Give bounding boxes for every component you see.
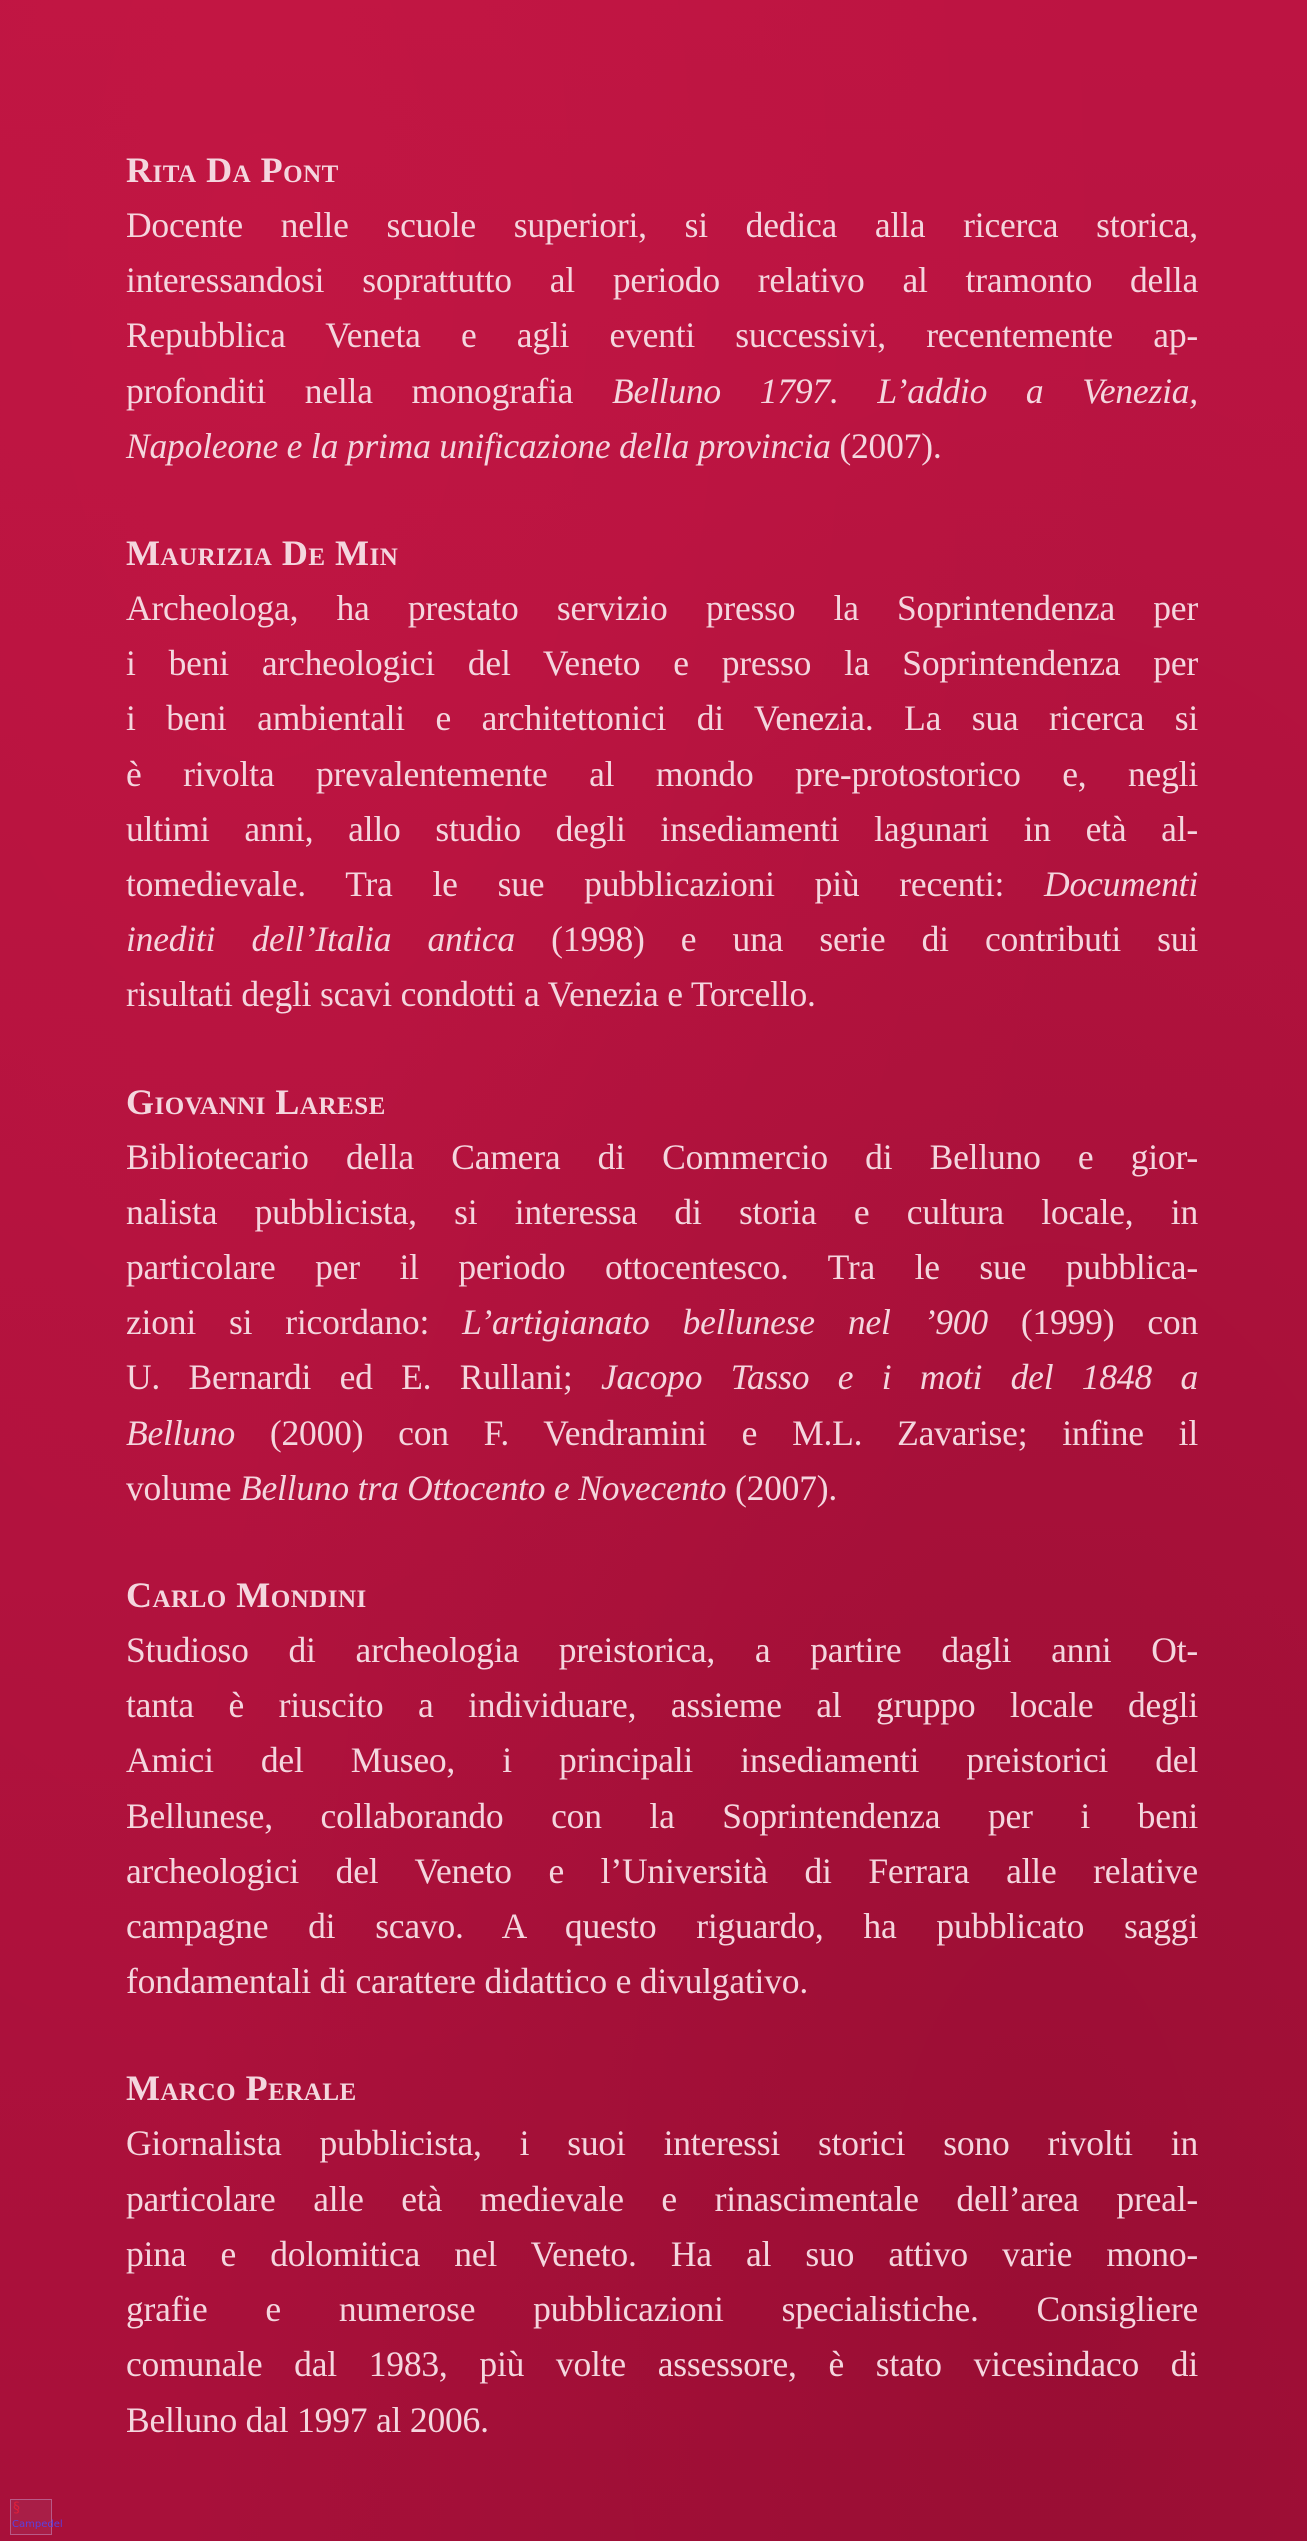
text-line — [126, 198, 1198, 253]
text-segment: i beni ambientali e architettonici di Venezia. La sua ricerca si — [126, 698, 1198, 739]
text-segment: tanta è riuscito a individuare, assieme al gruppo locale degli — [126, 1685, 1198, 1726]
text-segment: grafie e numerose pubblicazioni specialistiche. Consigliere — [126, 2289, 1198, 2330]
text-segment: particolare alle età medievale e rinascimentale dell’area preal- — [126, 2178, 1198, 2219]
text-line — [126, 1130, 1198, 1185]
text-segment: pina e dolomitica nel Veneto. Ha al suo attivo varie mono- — [126, 2233, 1198, 2274]
text-segment: (2007). — [830, 425, 942, 466]
text-line — [126, 2172, 1198, 2227]
text-line — [126, 1954, 1198, 2009]
author-bio — [126, 143, 1198, 474]
author-name: Rita Da Pont — [126, 150, 339, 190]
author-description — [126, 581, 1198, 1023]
publisher-logo-text: Campedel — [12, 2519, 63, 2530]
text-segment: nalista pubblicista, si interessa di storia e cultura locale, in — [126, 1191, 1198, 1232]
text-segment: Docente nelle scuole superiori, si dedica alla ricerca storica, — [126, 205, 1198, 245]
text-line — [126, 1733, 1198, 1788]
text-segment: Bibliotecario della Camera di Commercio di Belluno e gior- — [126, 1136, 1198, 1177]
author-bio — [126, 1568, 1198, 2009]
text-segment: (2007). — [726, 1467, 838, 1508]
text-segment: (1999) con — [987, 1302, 1198, 1343]
text-segment: (1998) e una serie di contributi sui — [514, 919, 1198, 960]
italic-title: Napoleone e la prima unificazione della provincia — [126, 425, 831, 466]
text-line — [126, 253, 1198, 308]
italic-title: Belluno tra Ottocento e Novecento — [239, 1467, 727, 1508]
text-line — [126, 1185, 1198, 1240]
publisher-logo — [10, 2499, 63, 2535]
text-line — [126, 1844, 1198, 1899]
text-line — [126, 419, 1198, 474]
text-segment: comunale dal 1983, più volte assessore, è stato vicesindaco di — [126, 2344, 1198, 2385]
italic-title: Belluno — [126, 1412, 236, 1453]
text-line — [126, 802, 1198, 857]
text-line — [126, 2393, 1198, 2448]
author-name: Maurizia De Min — [126, 533, 399, 574]
text-segment: (2000) con F. Vendramini e M.L. Zavarise; infine il — [235, 1412, 1198, 1453]
text-line — [126, 1350, 1198, 1405]
author-bio — [126, 1075, 1198, 1516]
italic-title: inediti dell’Italia antica — [126, 919, 515, 960]
author-name: Marco Perale — [126, 2068, 357, 2109]
text-line — [126, 2227, 1198, 2282]
text-segment: profonditi nella monografia — [126, 370, 612, 411]
text-segment: campagne di scavo. A questo riguardo, ha pubblicato saggi — [126, 1906, 1198, 1947]
text-line — [126, 1406, 1198, 1461]
author-description — [126, 198, 1198, 474]
text-line — [126, 967, 1198, 1022]
italic-title: Jacopo Tasso e i moti del 1848 a — [600, 1357, 1198, 1398]
author-description — [126, 2116, 1198, 2447]
text-segment: Bellunese, collaborando con la Soprintendenza per i beni — [126, 1795, 1198, 1836]
text-segment: Archeologa, ha prestato servizio presso la Soprintendenza per — [126, 588, 1198, 629]
text-line — [126, 1240, 1198, 1295]
text-line — [126, 2116, 1198, 2171]
italic-title: Belluno 1797. L’addio a Venezia, — [611, 370, 1198, 411]
text-line — [126, 1789, 1198, 1844]
text-segment: Giornalista pubblicista, i suoi interessi storici sono rivolti in — [126, 2123, 1198, 2164]
text-line — [126, 691, 1198, 746]
text-line — [126, 747, 1198, 802]
text-segment: Belluno dal 1997 al 2006. — [126, 2399, 489, 2440]
text-segment: i beni archeologici del Veneto e presso la Soprintendenza per — [126, 643, 1198, 684]
text-segment: Repubblica Veneta e agli eventi successivi, recentemente ap- — [126, 315, 1198, 356]
text-line — [126, 1623, 1198, 1678]
author-bio — [126, 2061, 1198, 2447]
text-line — [126, 2337, 1198, 2392]
swirl-logo-icon: § — [13, 2500, 20, 2516]
text-line — [126, 581, 1198, 636]
italic-title: L’artigianato bellunese nel ’900 — [462, 1302, 988, 1343]
text-segment: fondamentali di carattere didattico e divulgativo. — [126, 1961, 808, 2002]
author-description — [126, 1623, 1198, 2009]
text-line — [126, 364, 1198, 419]
text-segment: zioni si ricordano: — [126, 1302, 463, 1343]
italic-title: Documenti — [1044, 864, 1198, 905]
text-segment: tomedievale. Tra le sue pubblicazioni più recenti: — [126, 864, 1045, 905]
text-line — [126, 2282, 1198, 2337]
text-segment: Studioso di archeologia preistorica, a partire dagli anni Ot- — [126, 1630, 1198, 1671]
text-line — [126, 308, 1198, 363]
text-line — [126, 1899, 1198, 1954]
text-segment: risultati degli scavi condotti a Venezia e Torcello. — [126, 974, 816, 1015]
text-segment: è rivolta prevalentemente al mondo pre-protostorico e, negli — [126, 753, 1198, 794]
text-line — [126, 1678, 1198, 1733]
text-line — [126, 1461, 1198, 1516]
author-name: Carlo Mondini — [126, 1575, 367, 1616]
author-bios-page — [126, 143, 1198, 2500]
text-segment: volume — [126, 1467, 240, 1508]
bios-list — [126, 143, 1198, 2448]
text-line — [126, 857, 1198, 912]
text-line — [126, 636, 1198, 691]
author-description — [126, 1130, 1198, 1516]
author-name: Giovanni Larese — [126, 1081, 386, 1122]
text-segment: Amici del Museo, i principali insediamenti preistorici del — [126, 1740, 1198, 1781]
text-segment: particolare per il periodo ottocentesco. Tra le sue pubblica- — [126, 1247, 1198, 1288]
text-segment: archeologici del Veneto e l’Università di Ferrara alle relative — [126, 1850, 1198, 1891]
text-segment: interessandosi soprattutto al periodo relativo al tramonto della — [126, 260, 1198, 301]
author-bio — [126, 526, 1198, 1023]
text-segment: U. Bernardi ed E. Rullani; — [126, 1357, 601, 1398]
text-line — [126, 1295, 1198, 1350]
text-line — [126, 912, 1198, 967]
text-segment: ultimi anni, allo studio degli insediamenti lagunari in età al- — [126, 808, 1198, 849]
